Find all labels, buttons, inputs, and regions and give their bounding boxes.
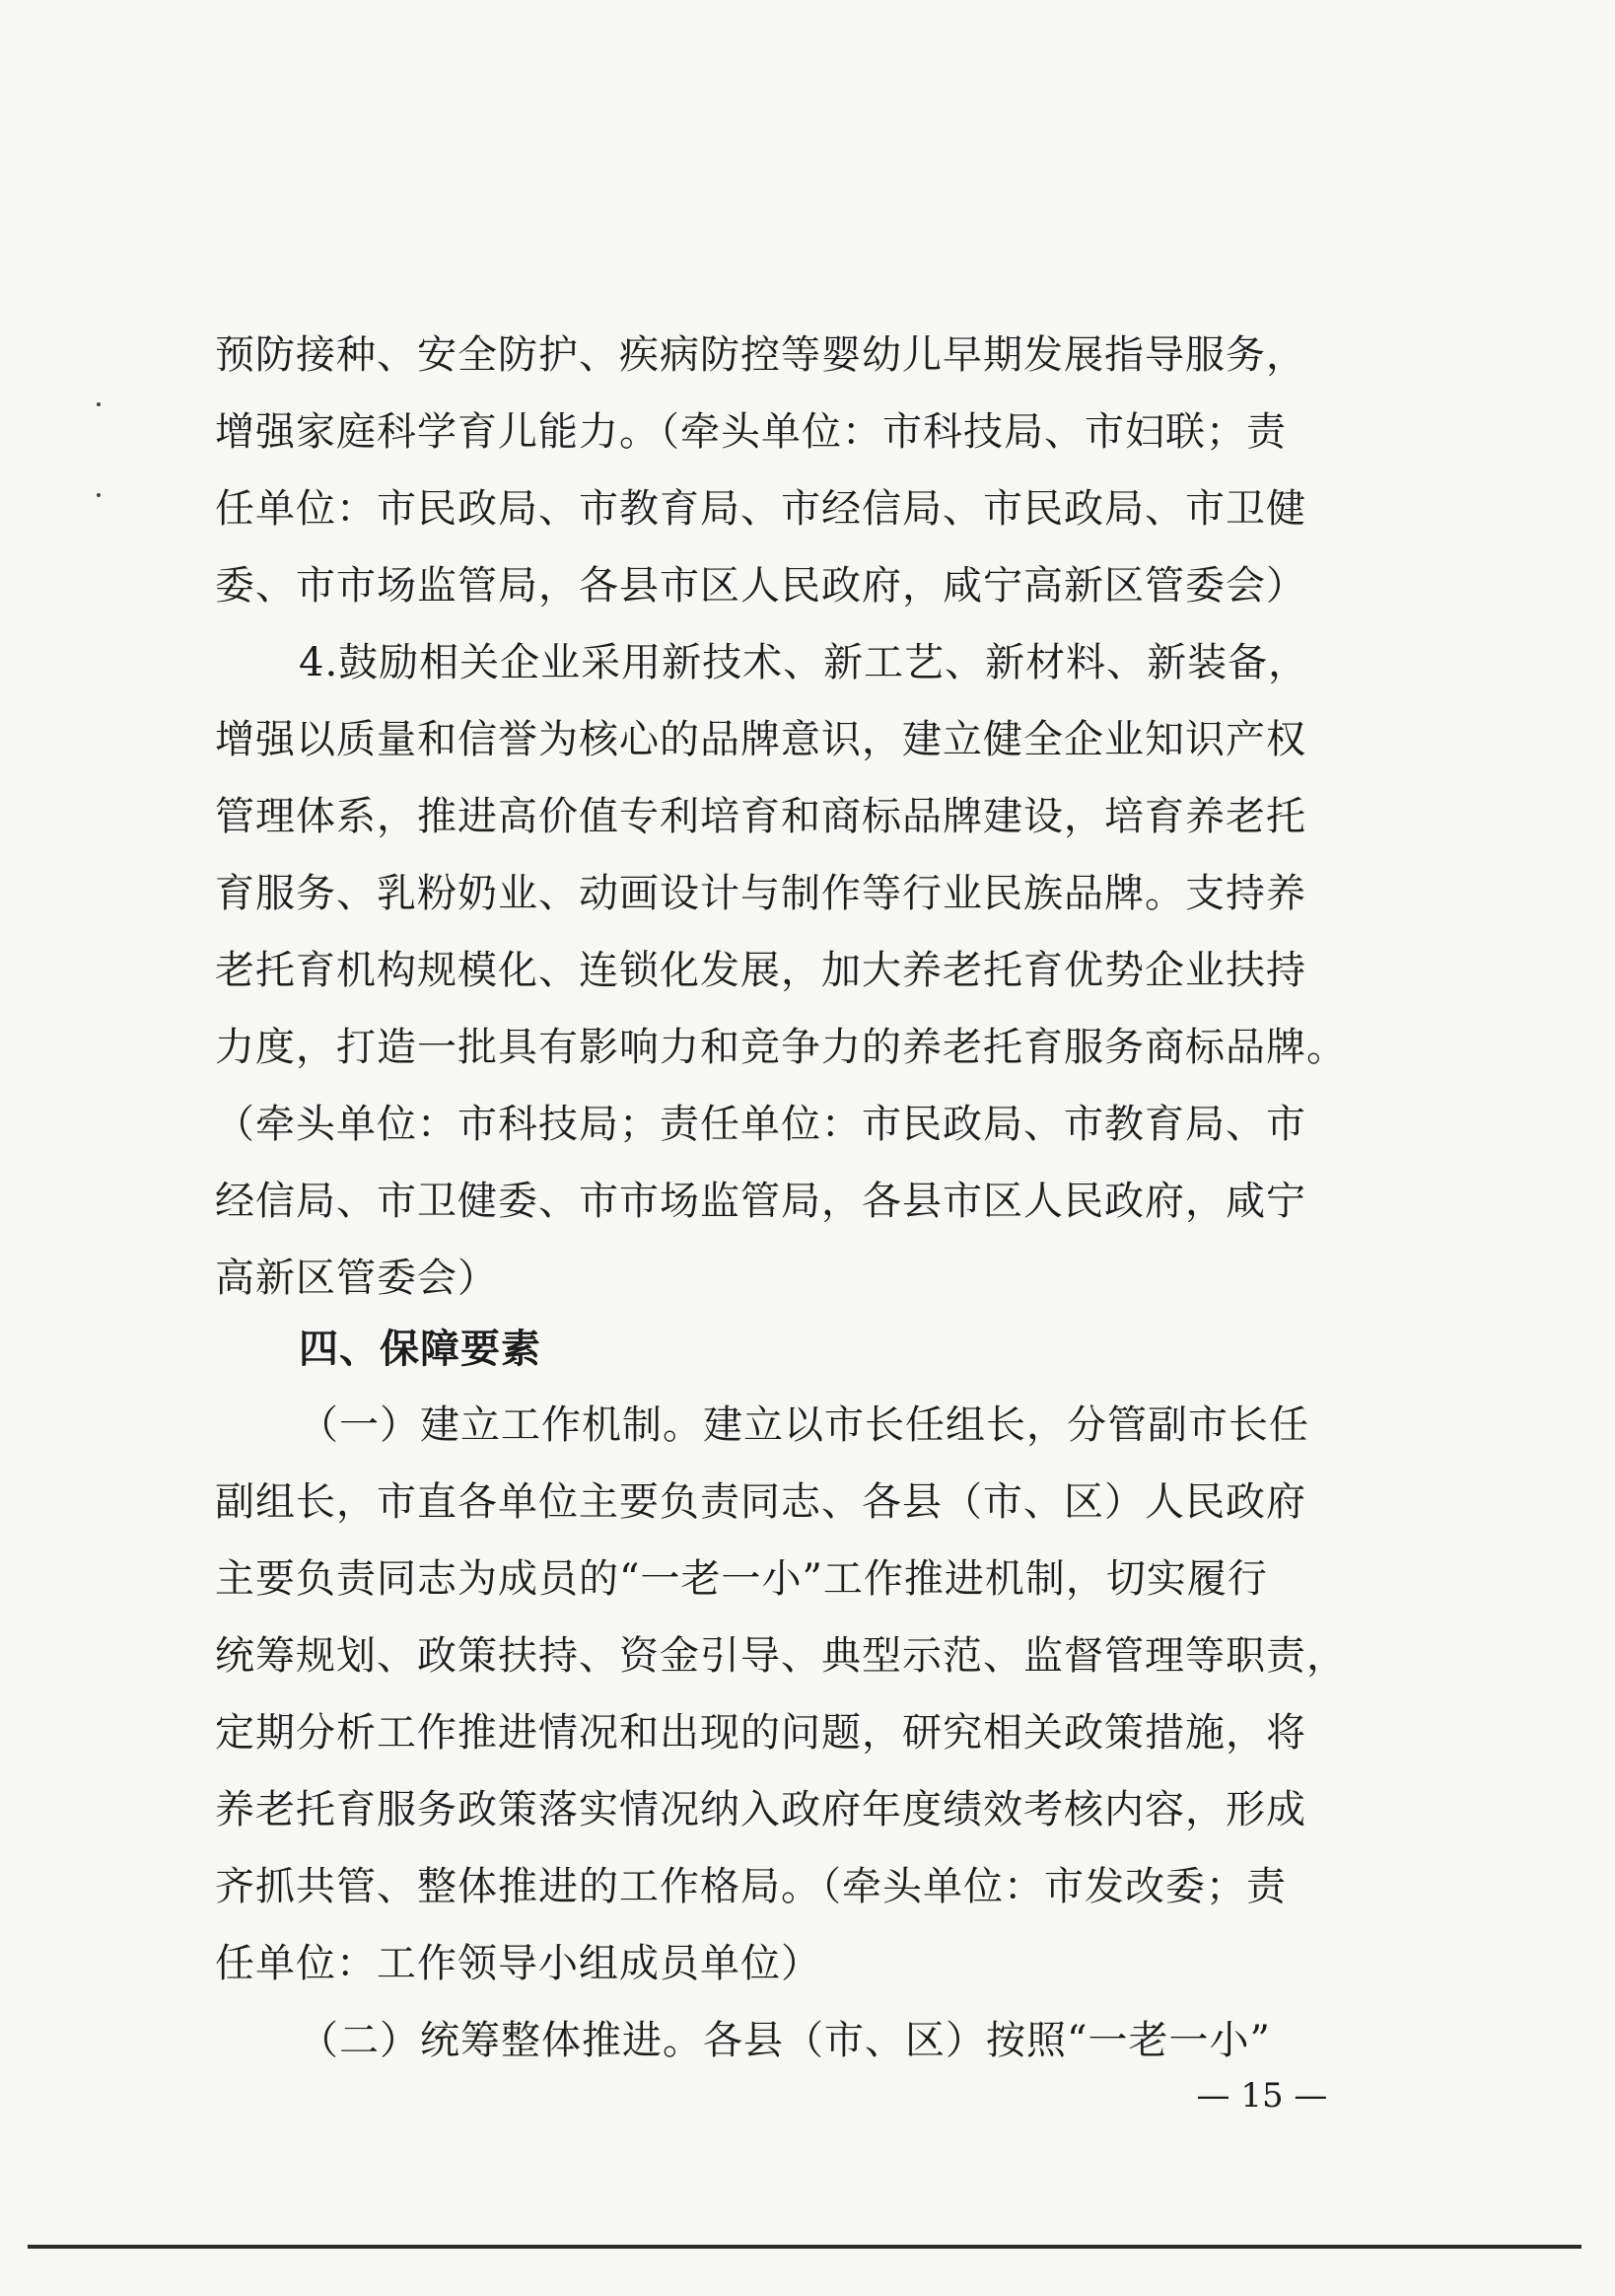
body-line: 养老托育服务政策落实情况纳入政府年度绩效考核内容，形成: [215, 1787, 1306, 1832]
body-line: （二）统筹整体推进。各县（市、区）按照“一老一小”: [299, 2018, 1271, 2063]
body-line: 增强家庭科学育儿能力。（牵头单位：市科技局、市妇联；责: [215, 409, 1287, 455]
body-line: 管理体系，推进高价值专利培育和商标品牌建设，培育养老托: [215, 794, 1306, 839]
page-number: — 15 —: [1196, 2076, 1328, 2116]
body-line: （牵头单位：市科技局；责任单位：市民政局、市教育局、市: [215, 1102, 1306, 1147]
body-line: 副组长，市直各单位主要负责同志、各县（市、区）人民政府: [215, 1479, 1306, 1525]
scan-dot: [97, 493, 101, 497]
body-line: 委、市市场监管局，各县市区人民政府，咸宁高新区管委会）: [215, 563, 1306, 609]
body-line: 统筹规划、政策扶持、资金引导、典型示范、监督管理等职责，: [215, 1633, 1347, 1679]
section-heading: 四、保障要素: [299, 1327, 541, 1372]
scan-dot: [97, 402, 101, 406]
body-line: 老托育机构规模化、连锁化发展，加大养老托育优势企业扶持: [215, 948, 1306, 993]
body-line: 预防接种、安全防护、疾病防控等婴幼儿早期发展指导服务，: [215, 332, 1306, 378]
body-line: 主要负责同志为成员的“一老一小”工作推进机制，切实履行: [215, 1556, 1268, 1602]
body-line: 4.鼓励相关企业采用新技术、新工艺、新材料、新装备，: [299, 640, 1309, 685]
body-line: 力度，打造一批具有影响力和竞争力的养老托育服务商标品牌。: [215, 1025, 1347, 1070]
body-line: 经信局、市卫健委、市市场监管局，各县市区人民政府，咸宁: [215, 1179, 1306, 1224]
body-line: 齐抓共管、整体推进的工作格局。（牵头单位：市发改委；责: [215, 1864, 1287, 1909]
body-line: （一）建立工作机制。建立以市长任组长，分管副市长任: [299, 1402, 1309, 1448]
bottom-rule: [28, 2245, 1581, 2249]
body-line: 任单位：工作领导小组成员单位）: [215, 1941, 821, 1986]
body-line: 增强以质量和信誉为核心的品牌意识，建立健全企业知识产权: [215, 717, 1306, 762]
body-line: 高新区管委会）: [215, 1256, 498, 1301]
body-line: 任单位：市民政局、市教育局、市经信局、市民政局、市卫健: [215, 486, 1306, 532]
body-line: 定期分析工作推进情况和出现的问题，研究相关政策措施，将: [215, 1710, 1306, 1756]
body-line: 育服务、乳粉奶业、动画设计与制作等行业民族品牌。支持养: [215, 871, 1306, 916]
